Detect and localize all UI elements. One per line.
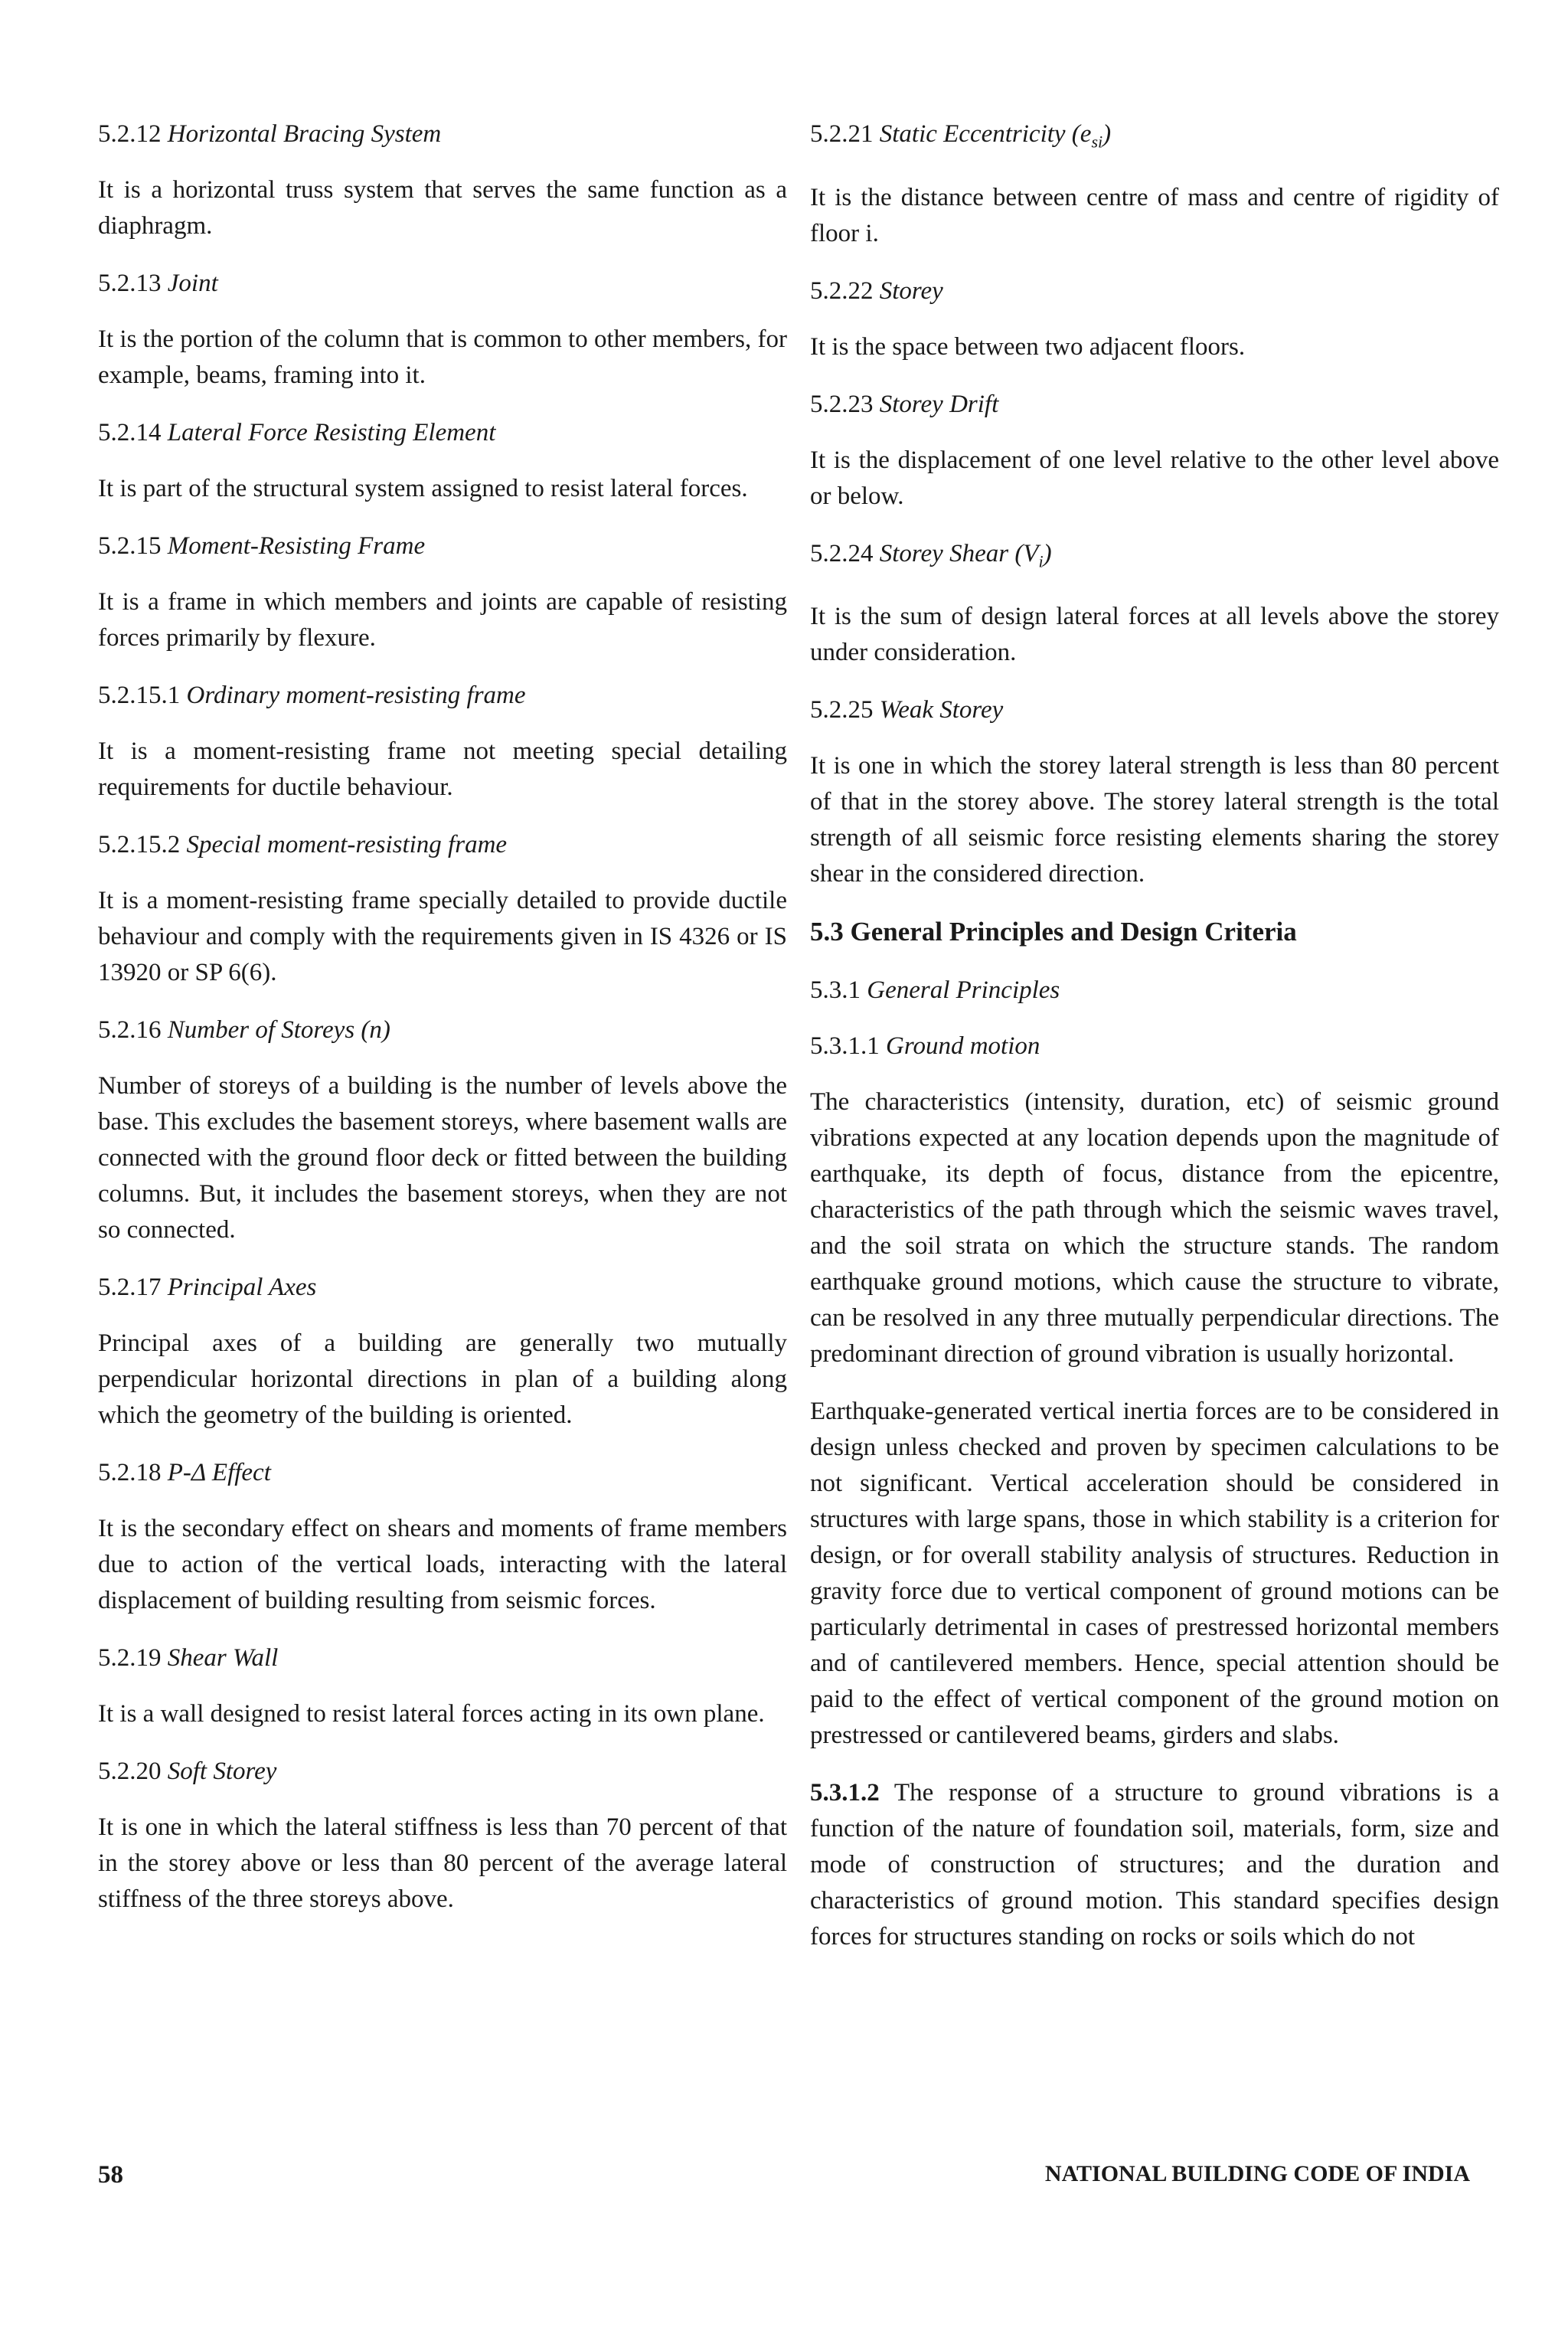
entry-heading: 5.2.12 Horizontal Bracing System [98,120,442,148]
definition-5-2-12 [98,116,787,244]
entry-text: It is a wall designed to resist lateral forces acting in its own plane. [98,1700,765,1728]
text-5-2-24: It is the sum of design lateral forces at all levels above the storey under consideration. [810,603,1499,667]
page-number: 58 [98,2161,123,2189]
text-5-2-22: It is the space between two adjacent floors. [810,332,1246,361]
definition-5-2-15-1 [98,678,787,806]
entry-heading: 5.2.15 Moment-Resisting Frame [98,532,426,560]
book-title: NATIONAL BUILDING CODE OF INDIA [1044,2161,1470,2186]
entry-heading: 5.2.20 Soft Storey [98,1758,277,1785]
entry-text: It is a moment-resisting frame not meeting special detailing requirements for ductile behaviour. [98,737,787,801]
definition-5-2-19 [98,1640,787,1732]
heading-5-2-23: 5.2.23 Storey Drift [810,390,999,418]
definition-5-2-15-2 [98,827,787,991]
section-heading-5-3: 5.3 General Principles and Design Criteria [810,917,1297,947]
entry-heading: 5.2.15.1 Ordinary moment-resisting frame [98,682,526,709]
entry-text: It is a moment-resisting frame specially detailed to provide ductile behaviour and comply with the requirements given in IS 4326 or IS 13920 or SP 6(6). [98,887,787,986]
entry-text: It is one in which the lateral stiffness is less than 70 percent of that in the storey above or less than 80 percent of the average lateral stiffness of the three storeys above. [98,1813,787,1913]
text-5-2-25: It is one in which the storey lateral strength is less than 80 percent of that in the storey above. The storey lateral strength is the total strength of all seismic force resisting elements sharing the storey shear in the considered direction. [810,752,1499,888]
heading-5-3-1: 5.3.1 General Principles [810,976,1060,1005]
entry-heading: 5.2.14 Lateral Force Resisting Element [98,419,496,446]
right-column [810,116,1499,1977]
entry-heading: 5.2.16 Number of Storeys (n) [98,1016,390,1044]
entry-heading: 5.2.17 Principal Axes [98,1274,317,1301]
heading-5-2-22: 5.2.22 Storey [810,276,943,305]
left-column [98,116,787,1939]
entry-heading: 5.2.13 Joint [98,270,218,297]
definition-5-2-13 [98,266,787,394]
heading-5-2-24: 5.2.24 Storey Shear $(V_i)$ [810,539,1052,571]
heading-5-2-21: 5.2.21 Static Eccentricity $(e_{si})$ [810,120,1112,152]
definition-5-2-15 [98,528,787,656]
entry-heading: 5.2.18 P-Δ Effect [98,1459,271,1486]
text-5-2-21: It is the distance between centre of mass and centre of rigidity of floor i. [810,183,1499,247]
heading-5-2-25: 5.2.25 Weak Storey [810,696,1004,724]
definition-5-2-17 [98,1270,787,1434]
entry-text: It is a horizontal truss system that serves the same function as a diaphragm. [98,176,787,240]
entry-text: Number of storeys of a building is the number of levels above the base. This excludes the basement storeys, where basement walls are connected with the ground floor deck or fitted between the building columns. But, it includes the basement storeys, when they are not so connected. [98,1072,787,1244]
entry-text: Principal axes of a building are generally two mutually perpendicular horizontal directions in plan of a building along which the geometry of the building is oriented. [98,1329,787,1429]
text-5-2-23: It is the displacement of one level relative to the other level above or below. [810,446,1499,510]
entry-text: It is a frame in which members and joints are capable of resisting forces primarily by flexure. [98,588,787,652]
definition-5-2-18 [98,1455,787,1619]
entry-text: It is the secondary effect on shears and moments of frame members due to action of the vertical loads, interacting with the lateral displacement of building resulting from seismic forces. [98,1515,787,1614]
definition-5-2-20 [98,1754,787,1918]
paragraph-ground-motion-2: Earthquake-generated vertical inertia forces are to be considered in design unless checked and proven by specimen calculations to be not significant. Vertical acceleration should be considered in structures with large spans, those in which stability is a criterion for design, or for overall stability analysis of structures. Reduction in gravity force due to vertical component of ground motions can be particularly detrimental in cases of prestressed horizontal members and of cantilevered members. Hence, special attention should be paid to the effect of vertical component of the ground motion on prestressed or cantilevered beams, girders and slabs. [810,1398,1499,1750]
definition-5-2-14 [98,415,787,507]
paragraph-ground-motion-1: The characteristics (intensity, duration, etc) of seismic ground vibrations expected at any location depends upon the magnitude of earthquake, its depth of focus, distance from the epicentre, characteristics of the path through which the seismic waves travel, and the soil strata on which the structure stands. The random earthquake ground motions, which cause the structure to vibrate, can be resolved in any three mutually perpendicular directions. The predominant direction of ground vibration is usually horizontal. [810,1088,1499,1368]
entry-text: It is part of the structural system assigned to resist lateral forces. [98,475,748,502]
heading-5-3-1-1: 5.3.1.1 Ground motion [810,1032,1040,1061]
entry-heading: 5.2.19 Shear Wall [98,1644,279,1672]
paragraph-5-3-1-2: 5.3.1.2 The response of a structure to ground vibrations is a function of the nature of foundation soil, materials, form, size and mode of construction of structures; and the duration and characteristics of ground motion. This standard specifies design forces for structures standing on rocks or soils which do not [810,1779,1499,1951]
entry-text: It is the portion of the column that is common to other members, for example, beams, framing into it. [98,325,787,389]
definition-5-2-16 [98,1012,787,1248]
entry-heading: 5.2.15.2 Special moment-resisting frame [98,831,508,858]
